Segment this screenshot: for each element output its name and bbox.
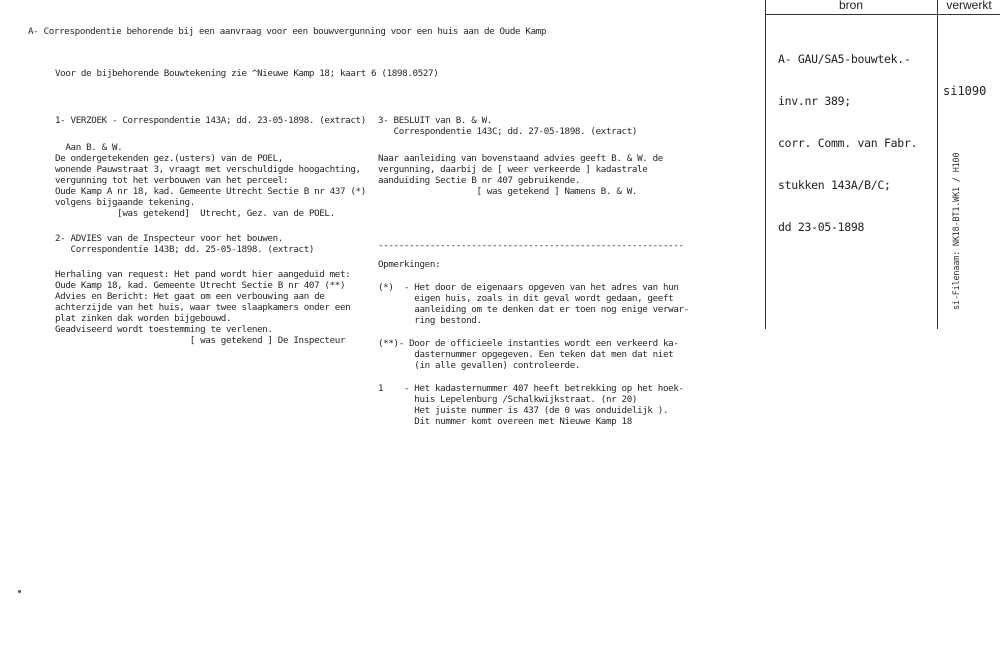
dashed-divider: ----------------------------------------------------------- [378,240,684,251]
text-line: Advies en Bericht: Het gaat om een verbouwing aan de [55,291,325,302]
source-reference [778,24,917,262]
filename-label: si-Filenaam: NK18-BT1.WK1 / H100 [952,152,962,310]
text-line: Naar aanleiding van bovenstaand advies geeft B. & W. de [378,153,663,164]
document-subheading: Voor de bijbehorende Bouwtekening zie ^Nieuwe Kamp 18; kaart 6 (1898.0527) [55,68,439,79]
right-column-top [378,115,663,197]
source-line: stukken 143A/B/C; [778,178,891,192]
text-line: Dit nummer komt overeen met Nieuwe Kamp 18 [378,416,632,427]
text-line: dasternummer opgegeven. Een teken dat men dat niet [378,349,674,360]
text-line: [was getekend] Utrecht, Gez. van de POEL. [55,208,335,219]
text-line: Het juiste nummer is 437 (de 0 was onduidelijk ). [378,405,669,416]
text-line: vergunning, daarbij de [ weer verkeerde ] kadastrale [378,164,648,175]
text-line: Oude Kamp A nr 18, kad. Gemeente Utrecht Sectie B nr 437 (*) [55,186,366,197]
record-id: si1090 [943,84,987,98]
index-card-header [765,0,1000,15]
text-line: wonende Pauwstraat 3, vraagt met verschuldigde hoogachting, [55,164,361,175]
text-line: [ was getekend ] Namens B. & W. [378,186,638,197]
right-column-remarks [378,259,689,427]
source-line: A- GAU/SA5-bouwtek.- [778,52,911,66]
document-heading: A- Correspondentie behorende bij een aanvraag voor een bouwvergunning voor een huis aan de Oude Kamp [28,26,547,37]
header-bron: bron [838,0,864,12]
text-line: aanleiding om te denken dat er toen nog enige verwar- [378,304,689,315]
text-line: De ondergetekenden gez.(usters) van de POEL, [55,153,283,164]
text-line: (**)- Door de officieele instanties wordt een verkeerd ka- [378,338,679,349]
text-line: aanduiding Sectie B nr 407 gebruikende. [378,175,581,186]
source-line: inv.nr 389; [778,94,851,108]
card-left-border [765,0,766,329]
text-line: Herhaling van request: Het pand wordt hier aangeduid met: [55,269,351,280]
text-line: Aan B. & W. [55,142,123,153]
text-line: huis Lepelenburg /Schalkwijkstraat. (nr 20) [378,394,638,405]
text-line: 2- ADVIES van de Inspecteur voor het bouwen. [55,233,283,244]
text-line: (*) - Het door de eigenaars opgeven van het adres van hun [378,282,679,293]
text-line: [ was getekend ] De Inspecteur [55,335,346,346]
text-line: eigen huis, zoals in dit geval wordt gedaan, geeft [378,293,674,304]
text-line: volgens bijgaande tekening. [55,197,195,208]
text-line: ring bestond. [378,315,482,326]
text-line: (in alle gevallen) controleerde. [378,360,581,371]
index-card [765,0,1000,329]
header-verwerkt: verwerkt [946,0,992,12]
text-line: 1 - Het kadasternummer 407 heeft betrekking op het hoek- [378,383,684,394]
text-line: Correspondentie 143B; dd. 25-05-1898. (extract) [55,244,315,255]
text-line: plat zinken dak worden bijgebouwd. [55,313,232,324]
text-line: Correspondentie 143C; dd. 27-05-1898. (extract) [378,126,638,137]
text-line: achterzijde van het huis, waar twee slaapkamers onder een [55,302,351,313]
left-column [55,115,366,346]
text-line: 3- BESLUIT van B. & W. [378,115,492,126]
card-column-divider [937,0,938,329]
remarks-heading: Opmerkingen: [378,259,441,270]
text-line: 1- VERZOEK - Correspondentie 143A; dd. 23-05-1898. (extract) [55,115,366,126]
text-line: Oude Kamp 18, kad. Gemeente Utrecht Sectie B nr 407 (**) [55,280,346,291]
text-line: vergunning tot het verbouwen van het perceel: [55,175,289,186]
text-line: Geadviseerd wordt toestemming te verlenen. [55,324,273,335]
source-line: dd 23-05-1898 [778,220,865,234]
source-line: corr. Comm. van Fabr. [778,136,918,150]
scan-speck [18,590,21,593]
